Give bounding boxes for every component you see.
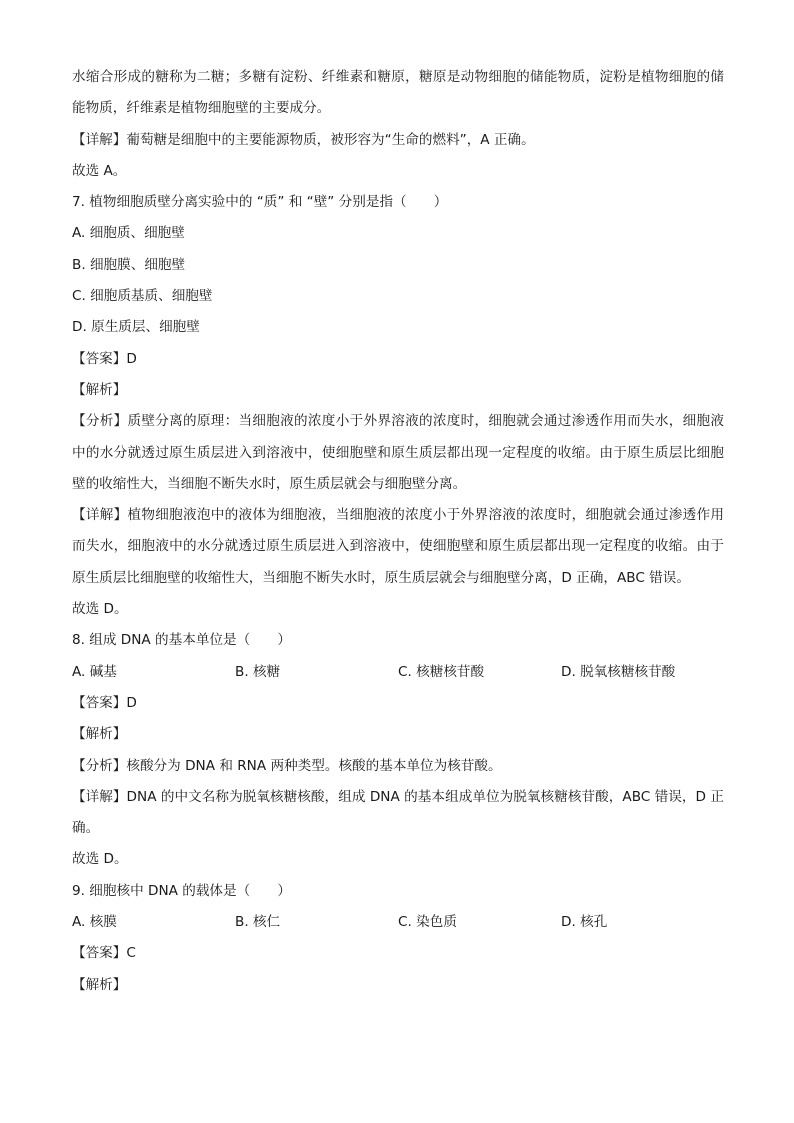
q6-choose: 故选 A。	[72, 162, 127, 179]
q9-options	[72, 907, 724, 938]
q8-options	[72, 657, 724, 688]
q8-fenxi: 【分析】核酸分为 DNA 和 RNA 两种类型。核酸的基本单位为核苷酸。	[72, 757, 502, 774]
q8-option-c: C. 核糖核苷酸	[398, 663, 485, 680]
q7-detail: 【详解】植物细胞液泡中的液体为细胞液，当细胞液的浓度小于外界溶液的浓度时，细胞就会通过渗透作用而失水，细胞液中的水分就透过原生质层进入到溶液中，使细胞壁和原生质层都出现一定程度的收缩。由于原生质层比细胞壁的收缩性大，当细胞不断失水时，原生质层就会与细胞壁分离，D 正确，ABC 错误。	[72, 507, 724, 586]
q9-option-b: B. 核仁	[235, 914, 281, 931]
q7-fenxi: 【分析】质壁分离的原理：当细胞液的浓度小于外界溶液的浓度时，细胞就会通过渗透作用而失水，细胞液中的水分就透过原生质层进入到溶液中，使细胞壁和原生质层都出现一定程度的收缩。由于原生质层比细胞壁的收缩性大，当细胞不断失水时，原生质层就会与细胞壁分离。	[72, 413, 724, 492]
q7-option-c: C. 细胞质基质、细胞壁	[72, 288, 213, 305]
intro-paragraph: 水缩合形成的糖称为二糖；多糖有淀粉、纤维素和糖原，糖原是动物细胞的储能物质，淀粉是植物细胞的储能物质，纤维素是植物细胞壁的主要成分。	[72, 69, 724, 117]
q7-answer: 【答案】D	[72, 350, 137, 367]
q9-answer: 【答案】C	[72, 945, 136, 962]
q8-option-b: B. 核糖	[235, 663, 281, 680]
q9-analysis-label: 【解析】	[72, 976, 127, 993]
document-page	[72, 62, 724, 1001]
q7-option-b: B. 细胞膜、细胞壁	[72, 256, 186, 273]
q8-choose: 故选 D。	[72, 851, 128, 868]
q8-answer: 【答案】D	[72, 694, 137, 711]
q6-detail: 【详解】葡萄糖是细胞中的主要能源物质，被形容为“生命的燃料”，A 正确。	[72, 131, 535, 148]
q8-option-a: A. 碱基	[72, 663, 117, 680]
q7-choose: 故选 D。	[72, 601, 128, 618]
q8-detail: 【详解】DNA 的中文名称为脱氧核糖核酸，组成 DNA 的基本组成单位为脱氧核糖核苷酸，ABC 错误，D 正确。	[72, 788, 724, 837]
q9-option-a: A. 核膜	[72, 914, 117, 931]
q9-option-c: C. 染色质	[398, 914, 457, 931]
q8-option-d: D. 脱氧核糖核苷酸	[561, 663, 676, 680]
q8-stem: 8. 组成 DNA 的基本单位是（ ）	[72, 632, 291, 649]
q7-option-a: A. 细胞质、细胞壁	[72, 225, 185, 242]
q7-option-d: D. 原生质层、细胞壁	[72, 319, 200, 336]
q7-stem: 7. 植物细胞质壁分离实验中的 “质” 和 “壁” 分别是指（ ）	[72, 194, 448, 211]
q9-option-d: D. 核孔	[561, 914, 608, 931]
q7-analysis-label: 【解析】	[72, 381, 127, 398]
q9-stem: 9. 细胞核中 DNA 的载体是（ ）	[72, 882, 291, 899]
q8-analysis-label: 【解析】	[72, 726, 127, 743]
